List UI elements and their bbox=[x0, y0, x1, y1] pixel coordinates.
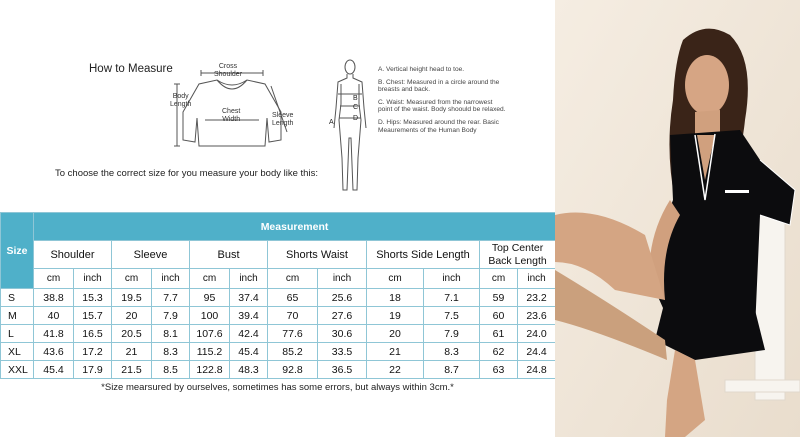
value-cell: 23.6 bbox=[518, 307, 556, 325]
value-cell: 8.3 bbox=[152, 343, 190, 361]
value-cell: 95 bbox=[190, 289, 230, 307]
group-shorts-waist: Shorts Waist bbox=[268, 241, 367, 269]
value-cell: 48.3 bbox=[230, 361, 268, 379]
value-cell: 19.5 bbox=[112, 289, 152, 307]
value-cell: 61 bbox=[480, 325, 518, 343]
letter-d: D bbox=[353, 115, 359, 122]
value-cell: 15.3 bbox=[74, 289, 112, 307]
note-a: A. Vertical height head to toe. bbox=[378, 66, 465, 73]
value-cell: 8.1 bbox=[152, 325, 190, 343]
value-cell: 65 bbox=[268, 289, 318, 307]
table-row bbox=[1, 361, 556, 379]
value-cell: 36.5 bbox=[318, 361, 367, 379]
value-cell: 30.6 bbox=[318, 325, 367, 343]
value-cell: 21.5 bbox=[112, 361, 152, 379]
value-cell: 8.7 bbox=[424, 361, 480, 379]
value-cell: 8.5 bbox=[152, 361, 190, 379]
size-rows bbox=[1, 289, 556, 379]
unit-header: inch bbox=[230, 269, 268, 289]
size-cell: S bbox=[1, 289, 34, 307]
model-photo-icon bbox=[555, 0, 800, 437]
value-cell: 27.6 bbox=[318, 307, 367, 325]
unit-header: inch bbox=[152, 269, 190, 289]
size-cell: XL bbox=[1, 343, 34, 361]
value-cell: 7.5 bbox=[424, 307, 480, 325]
value-cell: 23.2 bbox=[518, 289, 556, 307]
size-cell: L bbox=[1, 325, 34, 343]
value-cell: 100 bbox=[190, 307, 230, 325]
unit-header: inch bbox=[74, 269, 112, 289]
note-c: C. Waist: Measured from the narrowest point of the waist. Body shoould be relaxed. bbox=[378, 98, 506, 114]
value-cell: 25.6 bbox=[318, 289, 367, 307]
sleeve-length-label: Sleeve Length bbox=[272, 112, 294, 127]
value-cell: 60 bbox=[480, 307, 518, 325]
body-diagram-icon bbox=[330, 58, 370, 196]
unit-header: inch bbox=[424, 269, 480, 289]
measurement-header: Measurement bbox=[34, 213, 556, 241]
value-cell: 7.9 bbox=[152, 307, 190, 325]
unit-header: cm bbox=[34, 269, 74, 289]
value-cell: 63 bbox=[480, 361, 518, 379]
value-cell: 37.4 bbox=[230, 289, 268, 307]
unit-header: inch bbox=[518, 269, 556, 289]
value-cell: 8.3 bbox=[424, 343, 480, 361]
group-top-center-back-length: Top Center Back Length bbox=[480, 241, 556, 269]
unit-row bbox=[1, 269, 556, 289]
group-shoulder: Shoulder bbox=[34, 241, 112, 269]
size-table bbox=[0, 212, 556, 379]
value-cell: 38.8 bbox=[34, 289, 74, 307]
unit-header: cm bbox=[190, 269, 230, 289]
group-bust: Bust bbox=[190, 241, 268, 269]
body-length-label: Body Length bbox=[170, 93, 192, 108]
value-cell: 17.9 bbox=[74, 361, 112, 379]
value-cell: 15.7 bbox=[74, 307, 112, 325]
value-cell: 7.9 bbox=[424, 325, 480, 343]
measuring-guide bbox=[0, 0, 555, 208]
letter-c: C bbox=[353, 104, 359, 111]
value-cell: 39.4 bbox=[230, 307, 268, 325]
value-cell: 92.8 bbox=[268, 361, 318, 379]
table-row bbox=[1, 325, 556, 343]
choose-size-instruction: To choose the correct size for you measure your body like this: bbox=[55, 168, 318, 179]
how-to-measure-title: How to Measure bbox=[89, 63, 173, 75]
size-table-wrap bbox=[0, 212, 555, 393]
unit-header: cm bbox=[112, 269, 152, 289]
size-cell: XXL bbox=[1, 361, 34, 379]
value-cell: 59 bbox=[480, 289, 518, 307]
value-cell: 16.5 bbox=[74, 325, 112, 343]
value-cell: 42.4 bbox=[230, 325, 268, 343]
measurement-notes bbox=[378, 66, 508, 139]
unit-header: cm bbox=[367, 269, 424, 289]
value-cell: 7.7 bbox=[152, 289, 190, 307]
table-row bbox=[1, 307, 556, 325]
value-cell: 20 bbox=[367, 325, 424, 343]
letter-a: A bbox=[329, 119, 334, 126]
value-cell: 7.1 bbox=[424, 289, 480, 307]
value-cell: 33.5 bbox=[318, 343, 367, 361]
size-footnote: *Size mearsured by ourselves, sometimes has some errors, but always within 3cm.* bbox=[101, 382, 454, 393]
group-shorts-side-length: Shorts Side Length bbox=[367, 241, 480, 269]
table-row bbox=[1, 289, 556, 307]
value-cell: 85.2 bbox=[268, 343, 318, 361]
value-cell: 45.4 bbox=[34, 361, 74, 379]
unit-header: inch bbox=[318, 269, 367, 289]
cross-shoulder-label: Cross Shoulder bbox=[214, 63, 243, 78]
value-cell: 21 bbox=[367, 343, 424, 361]
value-cell: 122.8 bbox=[190, 361, 230, 379]
group-sleeve: Sleeve bbox=[112, 241, 190, 269]
value-cell: 19 bbox=[367, 307, 424, 325]
value-cell: 17.2 bbox=[74, 343, 112, 361]
value-cell: 45.4 bbox=[230, 343, 268, 361]
value-cell: 41.8 bbox=[34, 325, 74, 343]
value-cell: 107.6 bbox=[190, 325, 230, 343]
value-cell: 24.8 bbox=[518, 361, 556, 379]
size-cell: M bbox=[1, 307, 34, 325]
model-photo bbox=[555, 0, 800, 437]
unit-header: cm bbox=[268, 269, 318, 289]
value-cell: 43.6 bbox=[34, 343, 74, 361]
size-header: Size bbox=[1, 213, 34, 289]
value-cell: 20.5 bbox=[112, 325, 152, 343]
value-cell: 21 bbox=[112, 343, 152, 361]
value-cell: 77.6 bbox=[268, 325, 318, 343]
note-b: B. Chest: Measured in a circle around the breasts and back. bbox=[378, 78, 500, 94]
value-cell: 62 bbox=[480, 343, 518, 361]
chest-width-label: Chest Width bbox=[222, 108, 241, 123]
value-cell: 24.0 bbox=[518, 325, 556, 343]
value-cell: 40 bbox=[34, 307, 74, 325]
value-cell: 20 bbox=[112, 307, 152, 325]
value-cell: 115.2 bbox=[190, 343, 230, 361]
value-cell: 70 bbox=[268, 307, 318, 325]
note-d: D. Hips: Measured around the rear. Basic Meaurements of the Human Body bbox=[378, 118, 499, 134]
value-cell: 24.4 bbox=[518, 343, 556, 361]
letter-b: B bbox=[353, 95, 358, 102]
value-cell: 18 bbox=[367, 289, 424, 307]
value-cell: 22 bbox=[367, 361, 424, 379]
unit-header: cm bbox=[480, 269, 518, 289]
table-row bbox=[1, 343, 556, 361]
